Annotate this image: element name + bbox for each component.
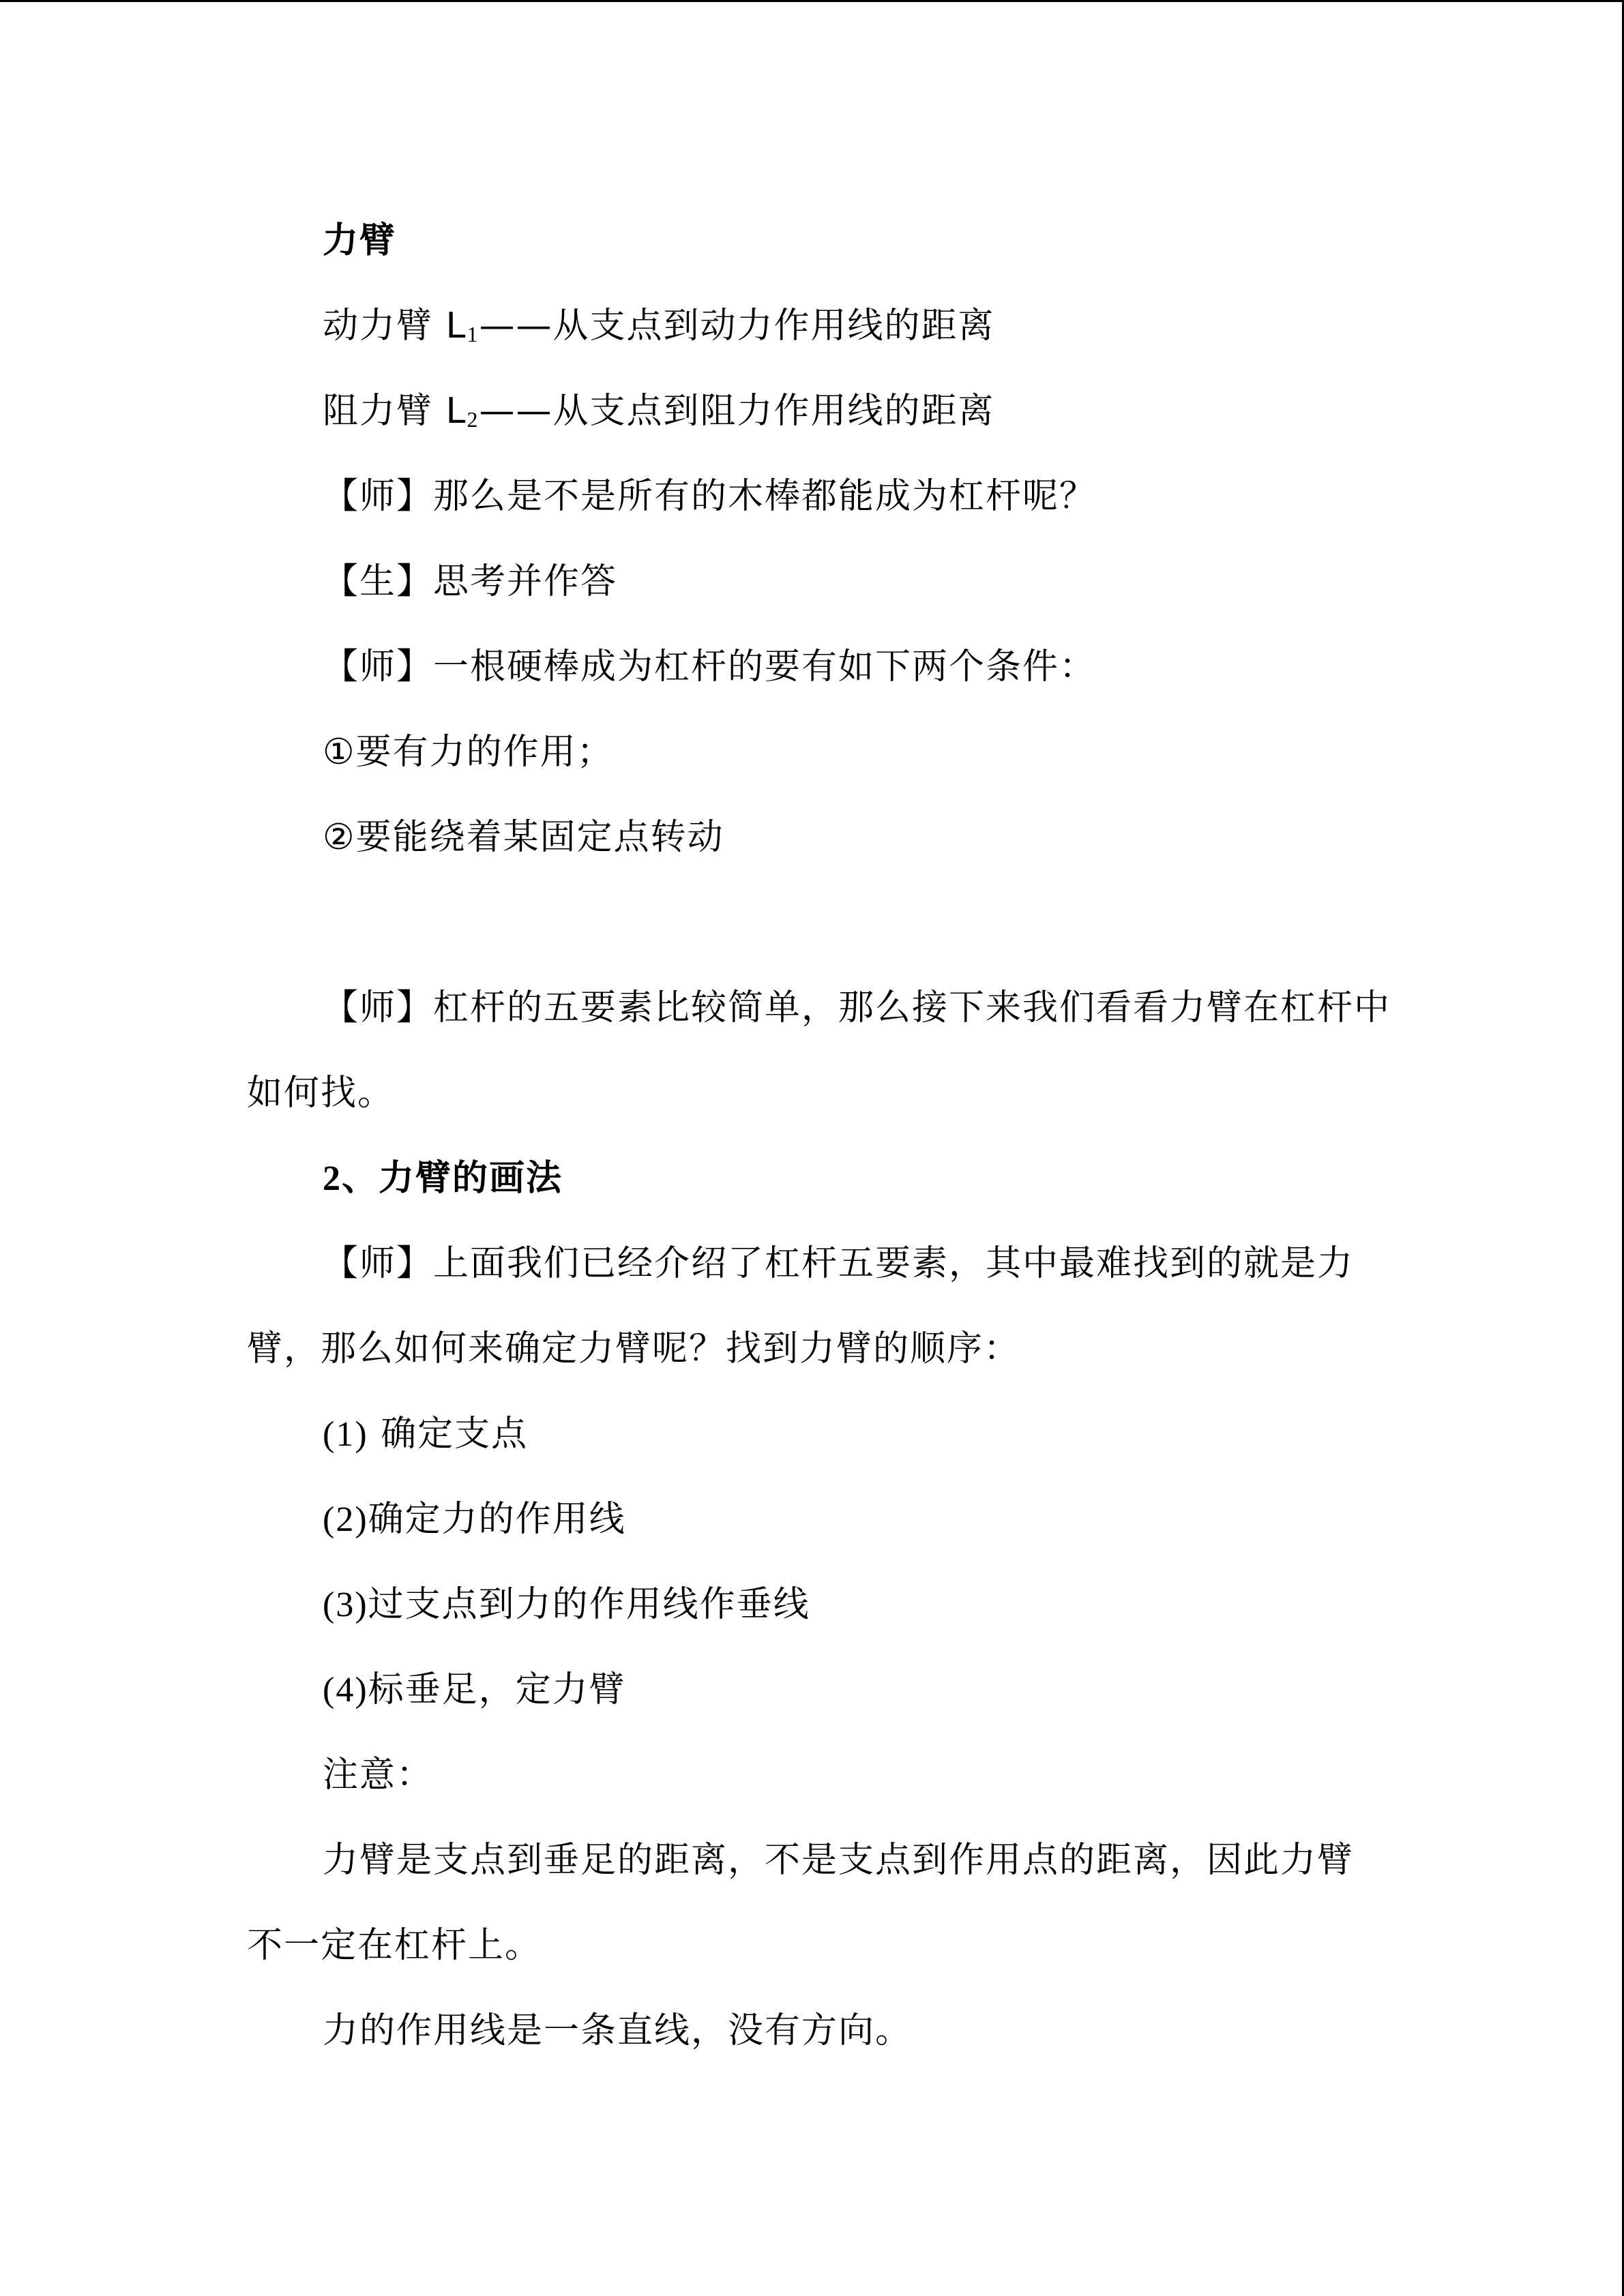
paragraph-1-line-1: 【师】杠杆的五要素比较简单，那么接下来我们看看力臂在杠杆中 [323, 987, 1391, 1028]
paragraph-2-line-1: 【师】上面我们已经介绍了杠杆五要素，其中最难找到的就是力 [323, 1243, 1355, 1284]
condition-2: ②要能绕着某固定点转动 [323, 817, 724, 858]
condition-1: ①要有力的作用； [323, 732, 614, 773]
section-2-number: 2 [323, 1159, 342, 1198]
step-4-text: 标垂足，定力臂 [368, 1669, 626, 1710]
section-2-heading [323, 1157, 563, 1201]
heading-force-arm: 力臂 [323, 220, 397, 261]
step-1-text: 确定支点 [368, 1414, 529, 1455]
note-1-line-2: 不一定在杠杆上。 [247, 1925, 542, 1966]
step-4 [323, 1668, 626, 1712]
l2-text: ——从支点到阻力作用线的距离 [479, 391, 995, 432]
step-1-number: (1) [323, 1415, 368, 1454]
section-2-title: 、力臂的画法 [342, 1158, 563, 1199]
step-1 [323, 1412, 528, 1457]
paragraph-1-line-2: 如何找。 [247, 1073, 395, 1114]
step-2-text: 确定力的作用线 [368, 1499, 626, 1540]
paragraph-2-line-2: 臂，那么如何来确定力臂呢？找到力臂的顺序： [247, 1328, 1021, 1369]
definition-l1 [323, 304, 995, 348]
l1-text: ——从支点到动力作用线的距离 [479, 305, 995, 346]
step-3-text: 过支点到力的作用线作垂线 [368, 1584, 810, 1625]
l1-prefix: 动力臂 L [323, 305, 467, 346]
note-2: 力的作用线是一条直线，没有方向。 [323, 2010, 913, 2051]
conditions-intro: 【师】一根硬棒成为杠杆的要有如下两个条件： [323, 646, 1097, 687]
l2-prefix: 阻力臂 L [323, 391, 467, 432]
student-answer: 【生】思考并作答 [323, 561, 618, 602]
l1-subscript: 1 [467, 322, 479, 346]
step-3 [323, 1583, 810, 1627]
definition-l2 [323, 389, 995, 433]
teacher-question: 【师】那么是不是所有的木棒都能成为杠杆呢？ [323, 476, 1097, 517]
step-3-number: (3) [323, 1585, 368, 1624]
l2-subscript: 2 [467, 407, 479, 432]
note-label: 注意： [323, 1755, 434, 1795]
step-4-number: (4) [323, 1671, 368, 1710]
note-1-line-1: 力臂是支点到垂足的距离，不是支点到作用点的距离，因此力臂 [323, 1840, 1355, 1881]
step-2-number: (2) [323, 1500, 368, 1539]
step-2 [323, 1497, 626, 1542]
